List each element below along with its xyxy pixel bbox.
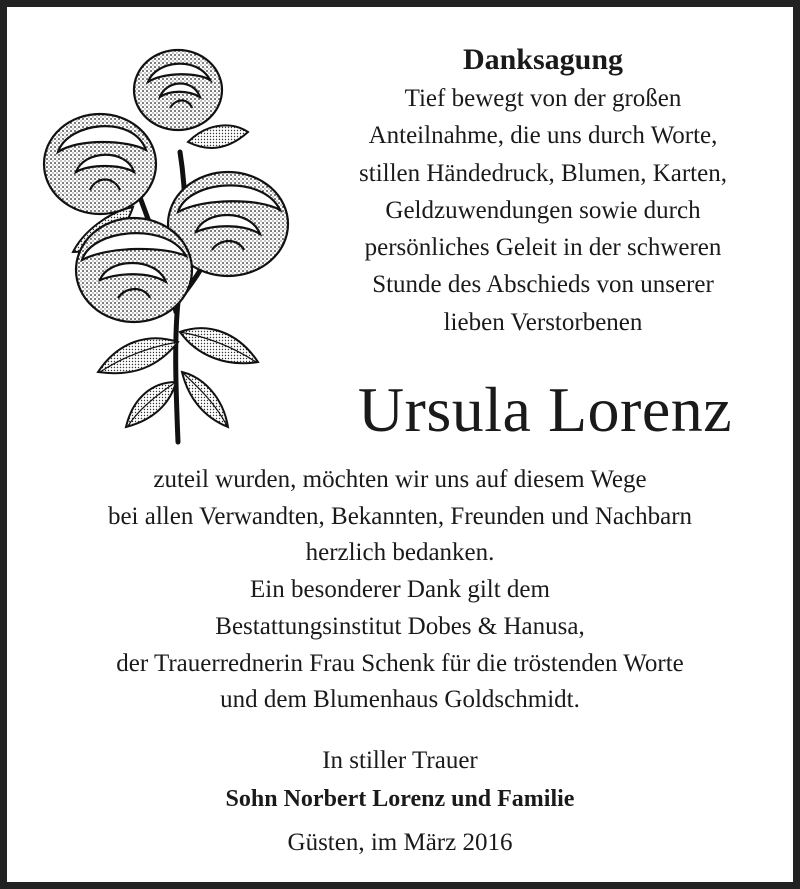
body-line: Bestattungsinstitut Dobes & Hanusa, xyxy=(215,612,585,640)
body-line: Ein besonderer Dank gilt dem xyxy=(250,576,550,604)
roses-illustration xyxy=(38,42,300,446)
body-line: bei allen Verwandten, Bekannten, Freunden und Nachbarn xyxy=(107,502,693,530)
signatories: Sohn Norbert Lorenz und Familie xyxy=(225,786,575,812)
intro-line: Tief bewegt von der großen xyxy=(404,85,682,112)
body-line: und dem Blumenhaus Goldschmidt. xyxy=(220,686,580,714)
intro-line: lieben Verstorbenen xyxy=(443,308,643,336)
body-line: zuteil wurden, möchten wir uns auf diesem Wege xyxy=(153,466,647,493)
intro-line: persönliches Geleit in der schweren xyxy=(364,234,722,262)
closing-line: In stiller Trauer xyxy=(322,747,478,774)
signature-block xyxy=(20,742,780,862)
intro-block xyxy=(312,40,774,341)
body-block xyxy=(20,462,780,719)
deceased-name: Ursula Lorenz xyxy=(357,374,733,445)
intro-line: Stunde des Abschieds von unserer xyxy=(372,271,714,299)
intro-line: Geldzuwendungen sowie durch xyxy=(385,196,701,224)
page-title: Danksagung xyxy=(462,43,624,76)
place-date: Güsten, im März 2016 xyxy=(287,829,513,856)
intro-line: stillen Händedruck, Blumen, Karten, xyxy=(359,159,727,187)
intro-line: Anteilnahme, die uns durch Worte, xyxy=(368,122,718,150)
body-line: der Trauerrednerin Frau Schenk für die tröstenden Worte xyxy=(116,649,684,677)
body-line: herzlich bedanken. xyxy=(305,539,495,567)
